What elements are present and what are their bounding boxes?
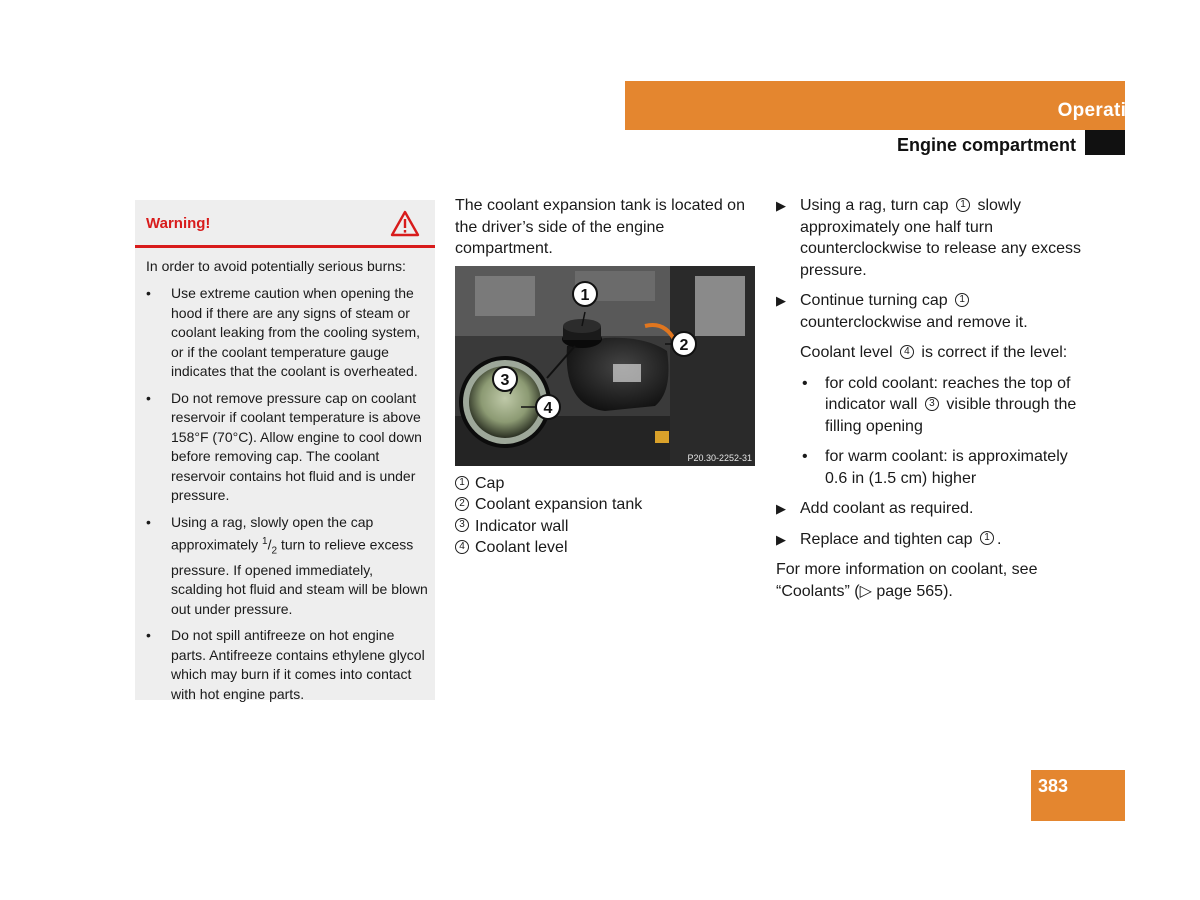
legend-item bbox=[455, 537, 755, 558]
legend-label: Indicator wall bbox=[475, 517, 569, 535]
warning-box bbox=[135, 200, 435, 700]
warning-intro: In order to avoid potentially serious burns: bbox=[146, 258, 406, 274]
instruction-step bbox=[776, 195, 1086, 281]
warning-item: • Using a rag, slowly open the cap approximately $^1/_2$ turn to relieve excess pressure. If opened immediately, scalding hot fluid and steam will be blown out under pressure. bbox=[146, 513, 428, 617]
warning-title: Warning! bbox=[146, 215, 211, 232]
step-arrow-icon: ▶ bbox=[776, 198, 786, 213]
subsection-marker bbox=[1085, 130, 1125, 155]
bullet: • bbox=[146, 627, 151, 644]
callout-2-label: 2 bbox=[679, 337, 689, 354]
instruction-step bbox=[776, 498, 1086, 520]
bullet: • bbox=[146, 389, 151, 406]
warning-triangle-icon bbox=[390, 210, 420, 242]
warning-item bbox=[146, 284, 428, 382]
warning-list bbox=[146, 284, 428, 711]
step-text: . bbox=[997, 530, 1002, 548]
legend-label: Cap bbox=[475, 475, 505, 492]
number-marker: 4 bbox=[900, 345, 914, 359]
number-marker: 1 bbox=[955, 293, 969, 307]
number-marker: 1 bbox=[956, 198, 970, 212]
callout-3 bbox=[493, 367, 517, 391]
coolant-tank-intro: The coolant expansion tank is located on the driver’s side of the engine compartment. bbox=[455, 197, 745, 257]
condition-text: for warm coolant: is approximately 0.6 in (1.5 cm) higher bbox=[825, 448, 1068, 487]
step-arrow-icon: ▶ bbox=[776, 531, 786, 547]
warning-item-text: Do not remove pressure cap on coolant reservoir if coolant temperature is above 158°F (70°C). Allow engine to cool down before removing cap. The coolant reservoir contains hot fluid and is under pressure. bbox=[171, 389, 422, 503]
condition-text: for cold coolant: reaches the top of indicator wall bbox=[825, 374, 1071, 413]
engine-photo bbox=[455, 266, 755, 466]
note-text: Coolant level bbox=[800, 344, 893, 361]
condition-item bbox=[776, 446, 1086, 489]
legend-label: Coolant expansion tank bbox=[475, 496, 643, 514]
warning-header bbox=[135, 200, 435, 248]
bullet: • bbox=[802, 448, 808, 465]
header-bar bbox=[625, 81, 1125, 130]
step-text: Add coolant as required. bbox=[800, 500, 974, 517]
number-marker: 1 bbox=[455, 476, 469, 490]
warning-item bbox=[146, 389, 428, 506]
warning-item-text: Using a rag, slowly open the cap approximately bbox=[171, 513, 374, 553]
bullet: • bbox=[146, 285, 151, 301]
coolant-level-note bbox=[776, 342, 1086, 364]
image-code: P20.30-2252-31 bbox=[687, 453, 752, 463]
legend-label: Coolant level bbox=[475, 538, 568, 556]
warning-item-text: turn to relieve excess pressure. If opened immediately, scalding hot fluid and steam will be blown out under pressure. bbox=[171, 536, 428, 617]
page-number-box bbox=[1031, 770, 1125, 821]
callout-3-label: 3 bbox=[500, 372, 510, 389]
step-text: Using a rag, turn cap bbox=[800, 197, 949, 214]
legend-item bbox=[455, 516, 755, 537]
legend-item bbox=[455, 473, 755, 494]
number-marker: 3 bbox=[455, 518, 469, 532]
step-text: slowly approximately one half turn counterclockwise to release any excess pressure. bbox=[800, 197, 1082, 279]
step-text: counterclockwise and remove it. bbox=[800, 313, 1028, 331]
number-marker: 2 bbox=[455, 497, 469, 511]
step-text: Continue turning cap bbox=[800, 292, 948, 309]
callout-1 bbox=[573, 282, 597, 306]
step-arrow-icon: ▶ bbox=[776, 293, 786, 308]
step-arrow-icon: ▶ bbox=[776, 501, 786, 516]
bullet: • bbox=[146, 513, 151, 530]
note-text: is correct if the level: bbox=[921, 344, 1068, 361]
fraction-denominator: 2 bbox=[271, 545, 278, 557]
fraction-numerator: 1 bbox=[262, 536, 268, 547]
condition-text: visible through the filling opening bbox=[825, 396, 1077, 435]
instructions-column bbox=[776, 195, 1086, 611]
step-text: Replace and tighten cap bbox=[800, 530, 973, 548]
instruction-step bbox=[776, 529, 1086, 551]
warning-item-text: Use extreme caution when opening the hood if there are any signs of steam or coolant leaking from the cooling system, or if the coolant temperature gauge indicates that the coolant is overheated. bbox=[171, 285, 421, 379]
callout-4 bbox=[536, 395, 560, 419]
bullet: • bbox=[802, 374, 808, 392]
instruction-step bbox=[776, 290, 1086, 333]
warning-item-text: Do not spill antifreeze on hot engine parts. Antifreeze contains ethylene glycol which may burn if it comes into contact with hot engine parts. bbox=[171, 627, 425, 702]
condition-item bbox=[776, 373, 1086, 438]
number-marker: 4 bbox=[455, 540, 469, 554]
more-info-text: For more information on coolant, see “Coolants” (▷ page 565). bbox=[776, 561, 1038, 600]
section-title: Operation bbox=[1057, 100, 1150, 121]
legend-item bbox=[455, 494, 755, 515]
callout-1-label: 1 bbox=[580, 287, 590, 304]
page-number: 383 bbox=[1038, 776, 1069, 796]
subsection-title: Engine compartment bbox=[896, 135, 1076, 155]
warning-item bbox=[146, 626, 428, 704]
photo-legend bbox=[455, 473, 755, 558]
callout-4-label: 4 bbox=[543, 400, 553, 417]
number-marker: 3 bbox=[925, 397, 939, 411]
number-marker: 1 bbox=[980, 531, 994, 545]
callout-2 bbox=[672, 332, 696, 356]
